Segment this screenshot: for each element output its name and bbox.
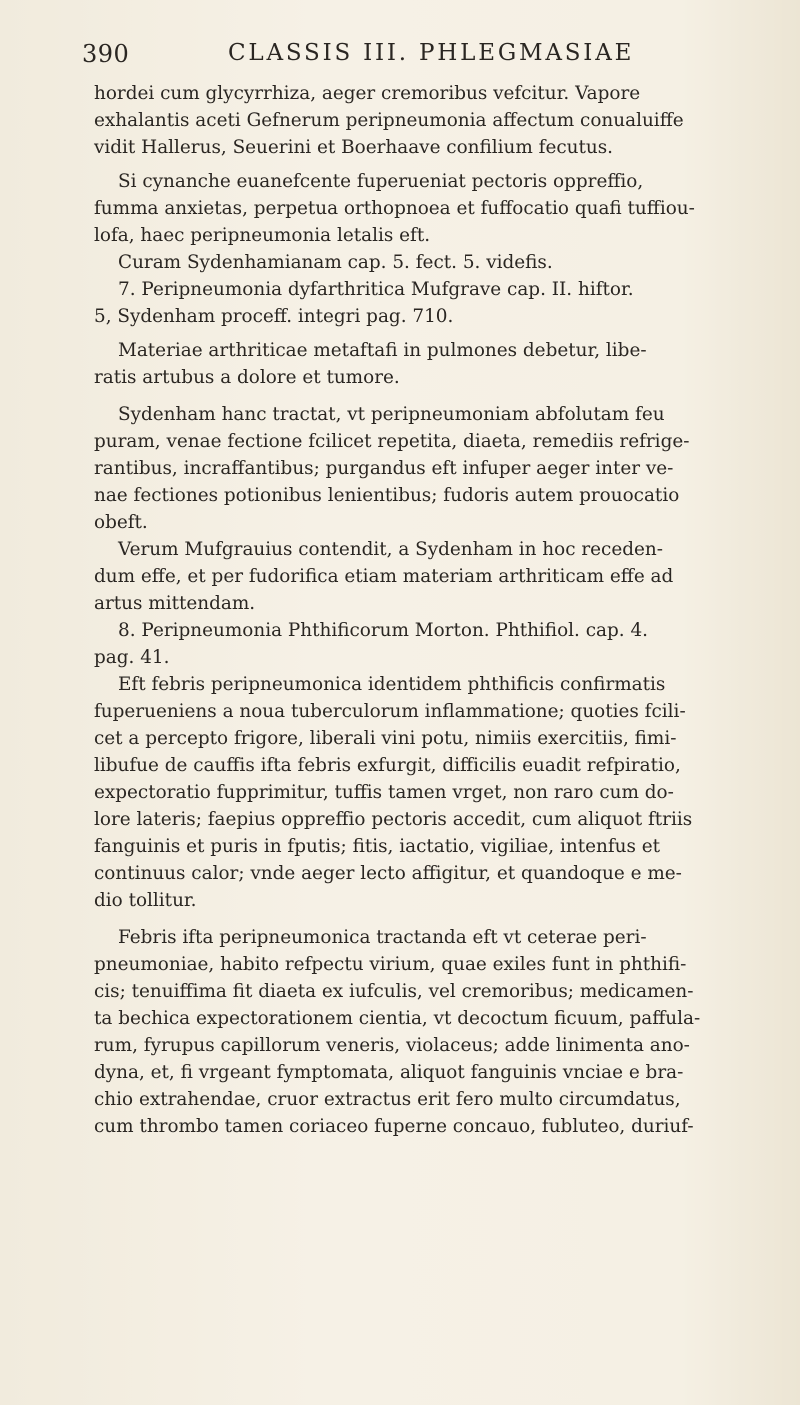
paragraph-start: Si cynanche euanefcente fuperueniat pectoris oppreffio, [118,171,644,192]
text-line: rantibus, incraffantibus; purgandus eft infuper aeger inter ve- [94,458,674,479]
text-line: libufue de cauffis ifta febris exfurgit, difficilis euadit refpiratio, [94,755,681,776]
section-heading: 8. Peripneumonia Phthificorum Morton. Phthifiol. cap. 4. [118,620,648,641]
body-text [94,80,754,1140]
text-line: lofa, haec peripneumonia letalis eft. [94,225,431,246]
text-line: chio extrahendae, cruor extractus erit fero multo circumdatus, [94,1089,681,1110]
paragraph-start: Sydenham hanc tractat, vt peripneumoniam abfolutam feu [118,404,665,425]
text-line: continuus calor; vnde aeger lecto affigitur, et quandoque e me- [94,863,682,884]
text-line: expectoratio fupprimitur, tuffis tamen vrget, non raro cum do- [94,782,674,803]
text-line: pneumoniae, habito refpectu virium, quae exiles funt in phthifi- [94,954,687,975]
text-line: ta bechica expectorationem cientia, vt decoctum ficuum, paffula- [94,1008,701,1029]
text-line: pag. 41. [94,647,170,668]
text-line: exhalantis aceti Gefnerum peripneumonia affectum conualuiffe [94,110,684,131]
text-line: fanguinis et puris in fputis; fitis, iactatio, vigiliae, intenfus et [94,836,661,857]
text-line: dum effe, et per fudorifica etiam materiam arthriticam effe ad [94,566,674,587]
running-title: CLASSIS III. PHLEGMASIAE [228,40,635,66]
page-number: 390 [82,40,130,68]
text-line: cum thrombo tamen coriaceo fuperne concauo, fubluteo, duriuf- [94,1116,694,1137]
text-line: 5, Sydenham proceff. integri pag. 710. [94,306,454,327]
text-line: artus mittendam. [94,593,256,614]
running-head [82,40,722,76]
paragraph-start: Febris ifta peripneumonica tractanda eft vt ceterae peri- [118,927,647,948]
text-line: hordei cum glycyrrhiza, aeger cremoribus vefcitur. Vapore [94,83,641,104]
paragraph-start: Curam Sydenhamianam cap. 5. fect. 5. videfis. [118,252,553,273]
text-line: dio tollitur. [94,890,197,911]
text-line: lore lateris; faepius oppreffio pectoris accedit, cum aliquot ftriis [94,809,693,830]
text-line: rum, fyrupus capillorum veneris, violaceus; adde linimenta ano- [94,1035,690,1056]
text-line: fumma anxietas, perpetua orthopnoea et fuffocatio quafi tuffiou- [94,198,695,219]
text-line: ratis artubus a dolore et tumore. [94,367,400,388]
text-line: cis; tenuiffima fit diaeta ex iufculis, vel cremoribus; medicamen- [94,981,694,1002]
paragraph-start: Eft febris peripneumonica identidem phthificis confirmatis [118,674,666,695]
text-line: obeft. [94,512,148,533]
text-line: vidit Hallerus, Seuerini et Boerhaave confilium fecutus. [94,137,614,158]
paragraph-start: Materiae arthriticae metaftafi in pulmones debetur, libe- [118,340,647,361]
text-line: nae fectiones potionibus lenientibus; fudoris autem prouocatio [94,485,680,506]
section-heading: 7. Peripneumonia dyfarthritica Mufgrave cap. II. hiftor. [118,279,634,300]
text-line: dyna, et, fi vrgeant fymptomata, aliquot fanguinis vnciae e bra- [94,1062,684,1083]
text-line: cet a percepto frigore, liberali vini potu, nimiis exercitiis, fimi- [94,728,677,749]
paragraph-start: Verum Mufgrauius contendit, a Sydenham in hoc receden- [118,539,663,560]
text-line: fuperueniens a noua tuberculorum inflammatione; quoties fcili- [94,701,686,722]
text-line: puram, venae fectione fcilicet repetita, diaeta, remediis refrige- [94,431,690,452]
